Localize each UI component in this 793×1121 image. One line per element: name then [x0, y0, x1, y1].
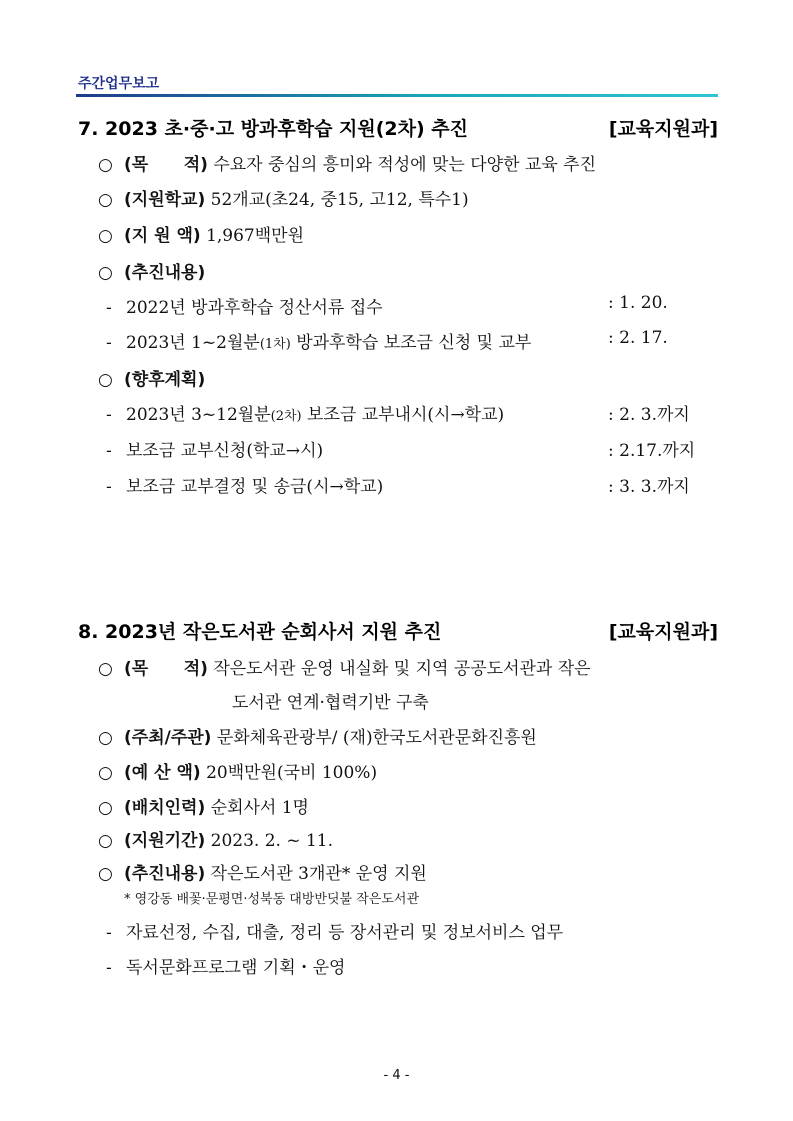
s7-amount-label: (지 원 액)	[124, 226, 201, 246]
s8-host-label: (주최/주관)	[124, 728, 212, 748]
s7-schools-text: 52개교(초24, 중15, 고12, 특수1)	[210, 190, 469, 210]
section-7-title: 7. 2023 초·중·고 방과후학습 지원(2차) 추진	[78, 118, 469, 140]
s8-purpose-text: 작은도서관 운영 내실화 및 지역 공공도서관과 작은	[213, 659, 591, 679]
circle-bullet-icon: ○	[98, 263, 113, 283]
s7-plan-row	[98, 365, 205, 390]
circle-bullet-icon: ○	[98, 370, 113, 390]
s8-host-row	[98, 723, 537, 748]
list-item: - 독서문화프로그램 기획・운영	[106, 958, 346, 978]
s8-budget-row	[98, 758, 377, 783]
list-item-date: : 1. 20.	[608, 293, 668, 313]
section-8-title: 8. 2023년 작은도서관 순회사서 지원 추진	[78, 621, 442, 643]
s7-purpose-row	[98, 150, 596, 175]
list-item: - 2022년 방과후학습 정산서류 접수	[106, 298, 383, 318]
s8-purpose-text-cont: 도서관 연계·협력기반 구축	[232, 693, 429, 713]
list-item: - 자료선정, 수집, 대출, 정리 등 장서관리 및 정보서비스 업무	[106, 923, 564, 943]
list-item: - 2023년 1~2월분(1차) 방과후학습 보조금 신청 및 교부	[106, 333, 532, 353]
circle-bullet-icon: ○	[98, 763, 113, 783]
s8-content-text: 작은도서관 3개관* 운영 지원	[210, 864, 427, 884]
s7-amount-text: 1,967백만원	[206, 226, 304, 246]
circle-bullet-icon: ○	[98, 728, 113, 748]
list-item-date: : 2.17.까지	[608, 441, 696, 461]
circle-bullet-icon: ○	[98, 659, 113, 679]
s8-purpose-row	[98, 654, 591, 679]
s8-footnote: * 영강동 배꽃·문평면·성북동 대방반딧불 작은도서관	[124, 892, 420, 907]
page-number: - 4 -	[383, 1068, 410, 1083]
s8-purpose-label: (목 적)	[124, 659, 208, 679]
s7-content-row	[98, 258, 205, 283]
list-item-date: : 2. 17.	[608, 328, 668, 348]
circle-bullet-icon: ○	[98, 864, 113, 884]
circle-bullet-icon: ○	[98, 798, 113, 818]
s7-content-label: (추진내용)	[124, 263, 206, 283]
s7-amount-row	[98, 221, 304, 246]
list-item-date: : 3. 3.까지	[608, 477, 690, 497]
section-7-dept: [교육지원과]	[608, 118, 718, 140]
s8-period-label: (지원기간)	[124, 831, 206, 851]
s8-budget-text: 20백만원(국비 100%)	[206, 763, 378, 783]
list-item: - 보조금 교부결정 및 송금(시→학교)	[106, 477, 384, 497]
s7-schools-row	[98, 185, 469, 210]
circle-bullet-icon: ○	[98, 190, 113, 210]
s7-schools-label: (지원학교)	[124, 190, 206, 210]
s8-period-row	[98, 826, 333, 851]
s8-staff-label: (배치인력)	[124, 798, 206, 818]
s7-plan-label: (향후계획)	[124, 370, 206, 390]
s8-content-label: (추진내용)	[124, 864, 206, 884]
list-item: - 보조금 교부신청(학교→시)	[106, 441, 324, 461]
circle-bullet-icon: ○	[98, 226, 113, 246]
list-item: - 2023년 3~12월분(2차) 보조금 교부내시(시→학교)	[106, 405, 505, 425]
s8-period-text: 2023. 2. ~ 11.	[210, 831, 334, 851]
report-header-label: 주간업무보고	[78, 76, 160, 92]
s7-purpose-label: (목 적)	[124, 155, 208, 175]
s8-host-text: 문화체육관광부/ (재)한국도서관문화진흥원	[216, 728, 537, 748]
list-item-date: : 2. 3.까지	[608, 405, 690, 425]
header-rule	[76, 94, 718, 97]
circle-bullet-icon: ○	[98, 155, 113, 175]
s8-budget-label: (예 산 액)	[124, 763, 201, 783]
s8-staff-row	[98, 793, 309, 818]
s8-content-row	[98, 859, 427, 884]
circle-bullet-icon: ○	[98, 831, 113, 851]
section-8-dept: [교육지원과]	[608, 621, 718, 643]
s7-purpose-text: 수요자 중심의 흥미와 적성에 맞는 다양한 교육 추진	[213, 155, 597, 175]
s8-staff-text: 순회사서 1명	[210, 798, 309, 818]
